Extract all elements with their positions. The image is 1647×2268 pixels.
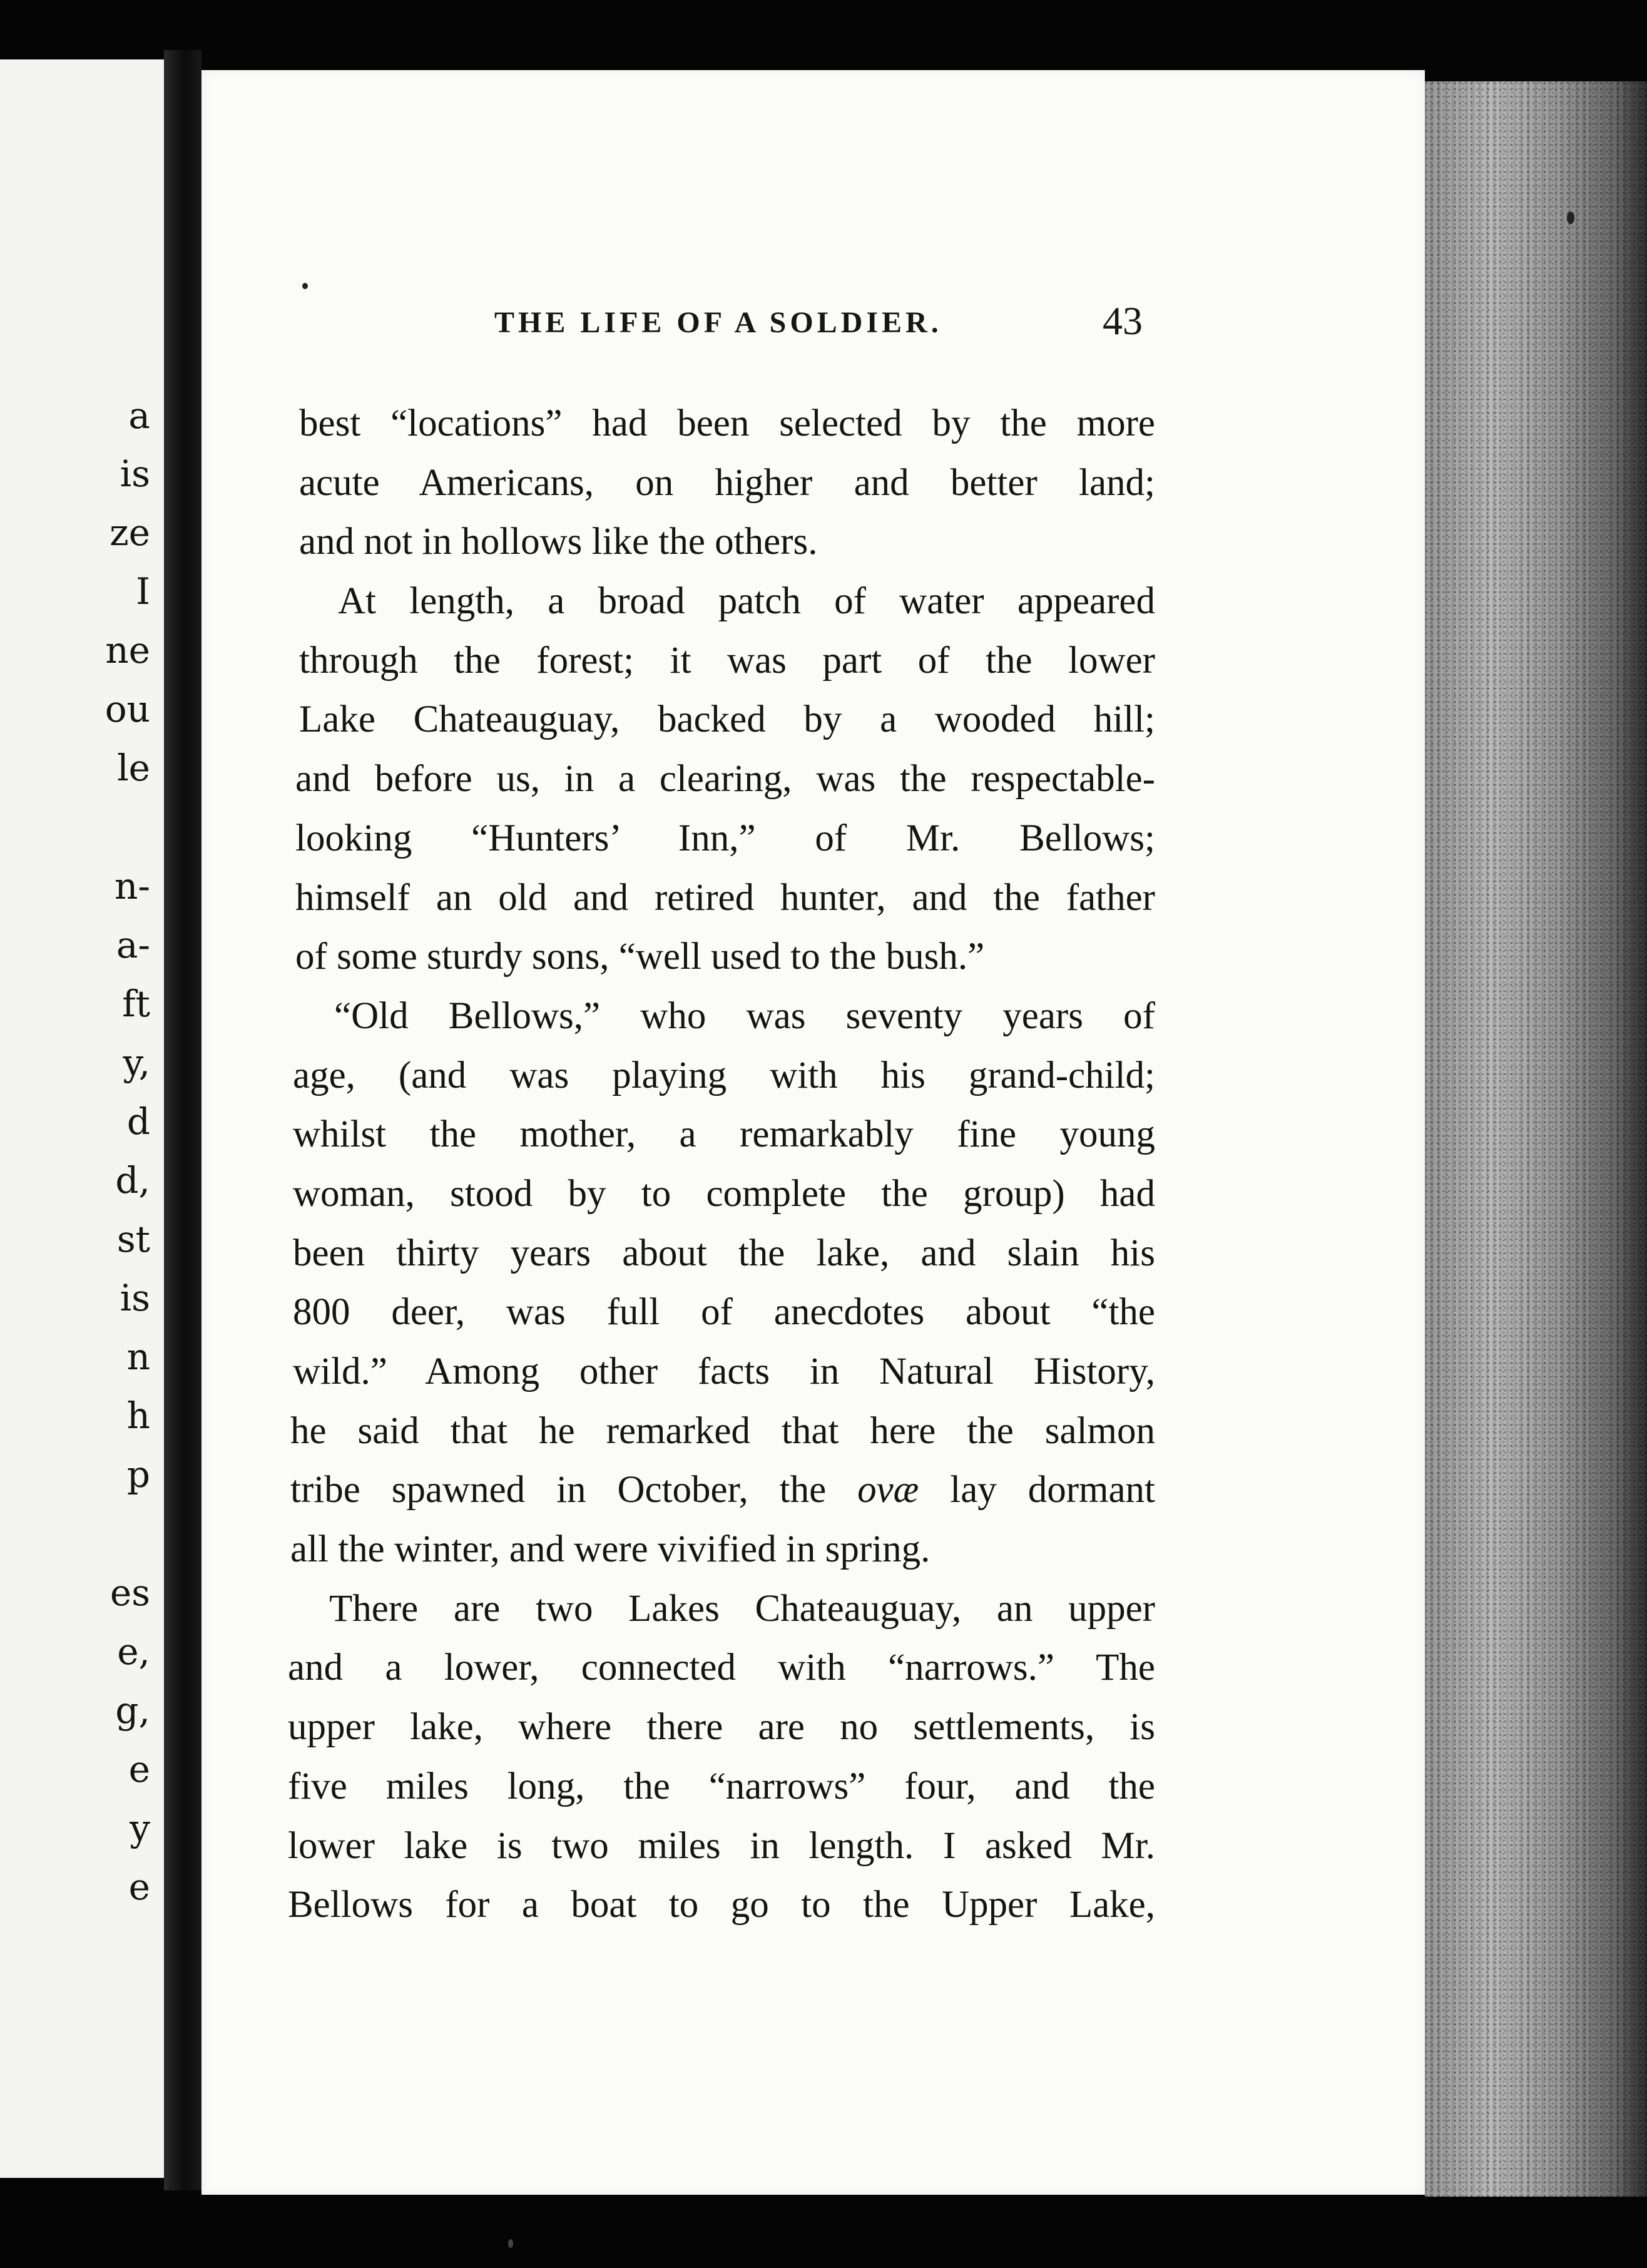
- left-fragment: ou: [105, 688, 150, 730]
- text-line: At length, a broad patch of water appeared: [338, 580, 1155, 623]
- text-line: Bellows for a boat to go to the Upper Lake,: [288, 1884, 1155, 1926]
- text-line: age, (and was playing with his grand-child;: [293, 1054, 1155, 1096]
- text-line: himself an old and retired hunter, and the father: [295, 876, 1155, 919]
- left-fragment: es: [110, 1571, 150, 1614]
- text-line: Lake Chateauguay, backed by a wooded hill;: [299, 698, 1155, 741]
- print-speck: [1567, 212, 1574, 224]
- text-line: of some sturdy sons, “well used to the bush.”: [295, 936, 985, 978]
- left-fragment: y: [130, 1807, 150, 1849]
- left-fragment: st: [116, 1218, 150, 1260]
- text-segment: tribe spawned in October, the: [290, 1469, 858, 1511]
- text-line-with-italic: [290, 1461, 1155, 1520]
- left-fragment: n: [126, 1336, 150, 1378]
- left-fragment: le: [117, 747, 150, 789]
- left-fragment: p: [126, 1453, 150, 1496]
- left-fragment: ze: [110, 511, 150, 554]
- text-line: 800 deer, was full of anecdotes about “the: [293, 1291, 1155, 1334]
- left-fragment: h: [126, 1394, 150, 1437]
- left-fragment: e,: [117, 1630, 150, 1673]
- left-fragment: is: [120, 1277, 150, 1319]
- left-fragment: a-: [116, 924, 150, 966]
- left-fragment: I: [136, 570, 150, 613]
- page-number: 43: [1103, 299, 1143, 343]
- text-line: he said that he remarked that here the salmon: [290, 1409, 1155, 1452]
- left-fragment: e: [128, 1866, 150, 1908]
- text-line: through the forest; it was part of the lower: [299, 639, 1155, 682]
- text-line: upper lake, where there are no settlements, is: [288, 1706, 1155, 1749]
- print-speck: [302, 283, 308, 289]
- text-line: and not in hollows like the others.: [299, 521, 818, 563]
- text-line: “Old Bellows,” who was seventy years of: [334, 994, 1155, 1037]
- left-fragment: y,: [123, 1041, 150, 1084]
- text-line: five miles long, the “narrows” four, and the: [288, 1765, 1155, 1807]
- left-fragment: e: [128, 1748, 150, 1790]
- text-line: There are two Lakes Chateauguay, an upper: [329, 1587, 1155, 1630]
- left-facing-page: [0, 59, 164, 2178]
- body-text: [288, 394, 1155, 1935]
- left-fragment: is: [120, 452, 150, 495]
- left-fragment: g,: [115, 1689, 150, 1732]
- text-line: all the winter, and were vivified in spring.: [290, 1528, 931, 1571]
- left-fragment: ft: [122, 983, 150, 1025]
- page-edges: [1425, 81, 1647, 2197]
- text-line: wild.” Among other facts in Natural History,: [293, 1351, 1155, 1392]
- print-speck: [508, 2239, 513, 2248]
- book-gutter: [164, 50, 201, 2190]
- italic-word: ovæ: [857, 1469, 919, 1511]
- text-line: woman, stood by to complete the group) had: [293, 1172, 1155, 1215]
- text-line: lower lake is two miles in length. I asked Mr.: [288, 1824, 1155, 1867]
- text-line: looking “Hunters’ Inn,” of Mr. Bellows;: [295, 817, 1155, 859]
- text-line: been thirty years about the lake, and slain his: [293, 1232, 1155, 1274]
- text-line: whilst the mother, a remarkably fine young: [293, 1113, 1155, 1156]
- running-head: THE LIFE OF A SOLDIER.: [494, 306, 942, 339]
- left-fragment: a: [128, 394, 150, 437]
- text-line: acute Americans, on higher and better land;: [299, 461, 1155, 504]
- text-line: and before us, in a clearing, was the respectable-: [295, 758, 1155, 800]
- text-line: and a lower, connected with “narrows.” The: [288, 1647, 1155, 1689]
- left-fragment: ne: [105, 629, 150, 672]
- left-fragment: n-: [115, 865, 150, 907]
- left-fragment: d,: [115, 1159, 150, 1202]
- text-segment: lay dormant: [919, 1469, 1155, 1511]
- left-fragment: d: [126, 1100, 150, 1143]
- text-line: best “locations” had been selected by the more: [299, 402, 1155, 444]
